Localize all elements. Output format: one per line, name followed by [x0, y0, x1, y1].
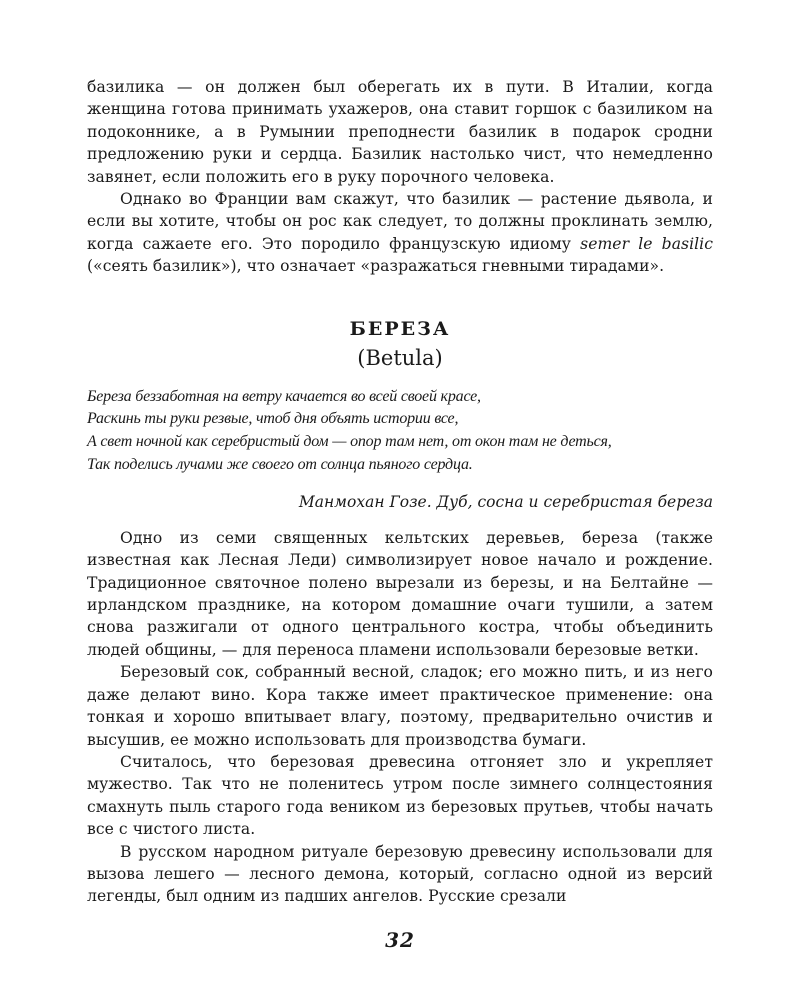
- intro-paragraph-2-end: («сеять базилик»), что означает «разражаться гневными тирадами».: [87, 257, 665, 276]
- body-paragraph-1: Одно из семи священных кельтских деревьев, береза (также известная как Лесная Леди) символизирует новое начало и рождение. Традиционное святочное полено вырезали из березы, и на Белтайне — ирландском празднике, на котором домашние очаги тушили, а затем снова разжигали от одного центрального костра, чтобы объединить людей общины, — для переноса пламени использовали березовые ветки.: [87, 528, 713, 659]
- poem-line: Береза беззаботная на ветру качается во всей своей красе,: [87, 387, 481, 405]
- section-title: БЕРЕЗА: [349, 317, 451, 340]
- french-idiom: semer le basilic: [580, 234, 714, 253]
- epigraph-poem: [87, 386, 713, 477]
- intro-paragraph-1: базилика — он должен был оберегать их в пути. В Италии, когда женщина готова принимать ухажеров, она ставит горшок с базиликом на подоконнике, а в Румынии преподнести базилик в подарок сродни предложению руки и сердца. Базилик настолько чист, что немедленно завянет, если положить его в руку порочного человека.: [87, 78, 713, 186]
- section-latin-name: (Betula): [357, 345, 443, 370]
- section-body: [87, 527, 713, 908]
- page-number: 32: [385, 928, 415, 952]
- body-paragraph-3: Считалось, что березовая древесина отгоняет зло и укрепляет мужество. Так что не поленитесь утром после зимнего солнцестояния смахнуть пыль старого года веником из березовых прутьев, чтобы начать все с чистого листа.: [87, 752, 713, 839]
- intro-paragraph-2: [87, 188, 713, 278]
- intro-paragraph-2-start: Однако во Франции вам скажут, что базилик — растение дьявола, и если вы хотите, чтобы он рос как следует, то должны проклинать землю, когда сажаете его. Это породило французскую идиому: [87, 190, 713, 253]
- body-paragraph-2: Березовый сок, собранный весной, сладок; его можно пить, и из него даже делают вино. Кора также имеет практическое применение: она тонкая и хорошо впитывает влагу, поэтому, предварительно очистив и высушив, ее можно использовать для производства бумаги.: [87, 663, 713, 749]
- poem-line: А свет ночной как серебристый дом — опор там нет, от окон там не деться,: [87, 433, 612, 451]
- book-page: [87, 76, 713, 908]
- poem-line: Раскинь ты руки резвые, чтоб дня объять истории все,: [87, 410, 459, 428]
- body-paragraph-4: В русском народном ритуале березовую древесину использовали для вызова лешего — лесного демона, который, согласно одной из версий легенды, был одним из падших ангелов. Русские срезали: [87, 842, 713, 906]
- poem-attribution: Манмохан Гозе. Дуб, сосна и серебристая береза: [298, 492, 713, 511]
- poem-line: Так поделись лучами же своего от солнца пьяного сердца.: [87, 456, 473, 474]
